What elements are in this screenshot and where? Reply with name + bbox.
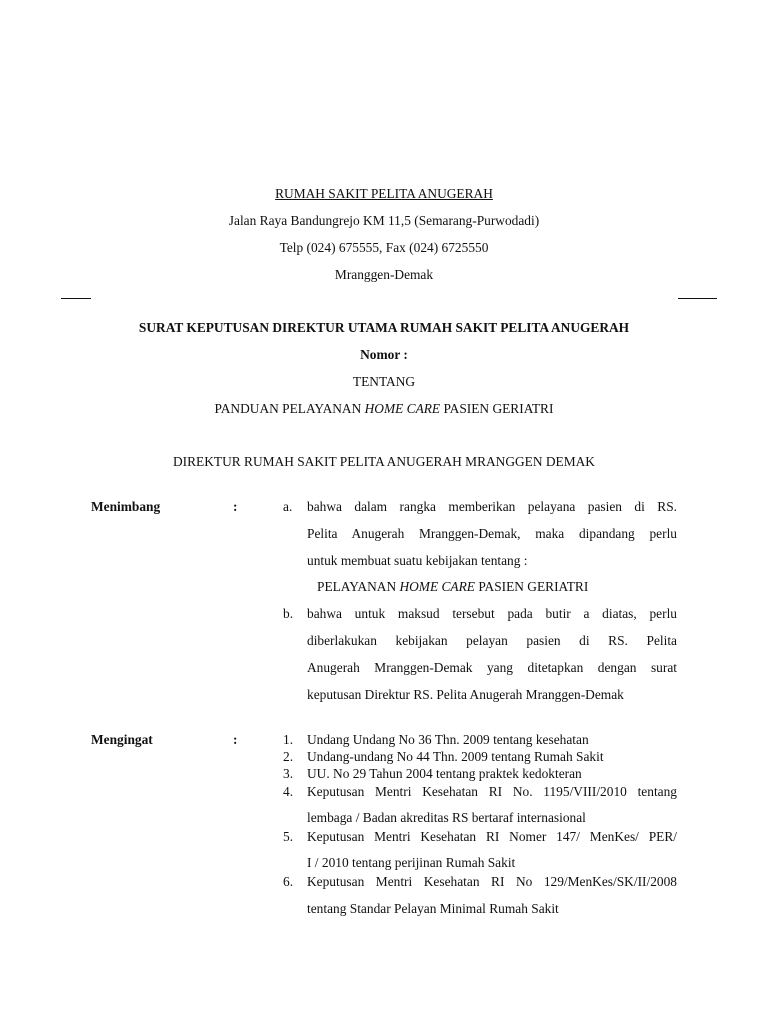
hospital-phone: Telp (024) 675555, Fax (024) 6725550 [279, 240, 489, 255]
mengingat-item-3: UU. No 29 Tahun 2004 tentang praktek kedokteran [307, 766, 582, 781]
mengingat-colon: : [233, 732, 238, 747]
menimbang-a-subject [317, 579, 588, 595]
mengingat-item-2: Undang-undang No 44 Thn. 2009 tentang Rumah Sakit [307, 749, 604, 764]
decree-number-label: Nomor : [360, 347, 408, 362]
mengingat-item-3-num: 3. [283, 766, 294, 781]
mengingat-item-4-num: 4. [283, 784, 294, 799]
hospital-name: RUMAH SAKIT PELITA ANUGERAH [275, 186, 493, 201]
subject-italic: HOME CARE [364, 401, 441, 416]
menimbang-colon: : [233, 499, 238, 514]
decree-title: SURAT KEPUTUSAN DIREKTUR UTAMA RUMAH SAKIT PELITA ANUGERAH [138, 320, 630, 335]
director-heading: DIREKTUR RUMAH SAKIT PELITA ANUGERAH MRANGGEN DEMAK [173, 454, 595, 469]
menimbang-a-line3: untuk membuat suatu kebijakan tentang : [307, 553, 528, 568]
menimbang-b-line4: keputusan Direktur RS. Pelita Anugerah Mranggen-Demak [307, 687, 624, 702]
mengingat-item-1-num: 1. [283, 732, 294, 747]
mengingat-label: Mengingat [91, 732, 153, 747]
mengingat-item-5-line2: I / 2010 tentang perijinan Rumah Sakit [307, 855, 516, 870]
tentang-heading: TENTANG [352, 374, 416, 389]
mengingat-item-4-line1: Keputusan Mentri Kesehatan RI No. 1195/VIII/2010 tentang [307, 784, 677, 799]
hospital-city: Mranggen-Demak [334, 267, 434, 282]
hospital-address: Jalan Raya Bandungrejo KM 11,5 (Semarang-Purwodadi) [228, 213, 540, 228]
menimbang-a-line1: bahwa dalam rangka memberikan pelayana pasien di RS. [307, 499, 677, 514]
mengingat-item-1: Undang Undang No 36 Thn. 2009 tentang kesehatan [307, 732, 589, 747]
a-subject-pre: PELAYANAN [317, 579, 400, 594]
mengingat-item-6-num: 6. [283, 874, 294, 889]
header-rule-right [678, 298, 717, 299]
a-subject-italic: HOME CARE [399, 579, 475, 594]
mengingat-item-6-line1: Keputusan Mentri Kesehatan RI No 129/MenKes/SK/II/2008 [307, 874, 677, 889]
menimbang-b-marker: b. [283, 606, 294, 621]
mengingat-item-4-line2: lembaga / Badan akreditas RS bertaraf internasional [307, 810, 586, 825]
mengingat-item-5-line1: Keputusan Mentri Kesehatan RI Nomer 147/ MenKes/ PER/ [307, 829, 677, 844]
a-subject-post: PASIEN GERIATRI [474, 579, 589, 594]
menimbang-a-marker: a. [283, 499, 293, 514]
decree-subject [0, 401, 768, 417]
header-rule-left [61, 298, 91, 299]
subject-post: PASIEN GERIATRI [440, 401, 554, 416]
menimbang-b-line2: diberlakukan kebijakan pelayan pasien di RS. Pelita [307, 633, 677, 648]
mengingat-item-5-num: 5. [283, 829, 294, 844]
mengingat-item-2-num: 2. [283, 749, 294, 764]
subject-pre: PANDUAN PELAYANAN [214, 401, 365, 416]
menimbang-label: Menimbang [91, 499, 161, 514]
menimbang-a-line2: Pelita Anugerah Mranggen-Demak, maka dipandang perlu [307, 526, 677, 541]
mengingat-item-6-line2: tentang Standar Pelayan Minimal Rumah Sakit [307, 901, 559, 916]
menimbang-b-line3: Anugerah Mranggen-Demak yang ditetapkan dengan surat [307, 660, 677, 675]
menimbang-b-line1: bahwa untuk maksud tersebut pada butir a diatas, perlu [307, 606, 677, 621]
